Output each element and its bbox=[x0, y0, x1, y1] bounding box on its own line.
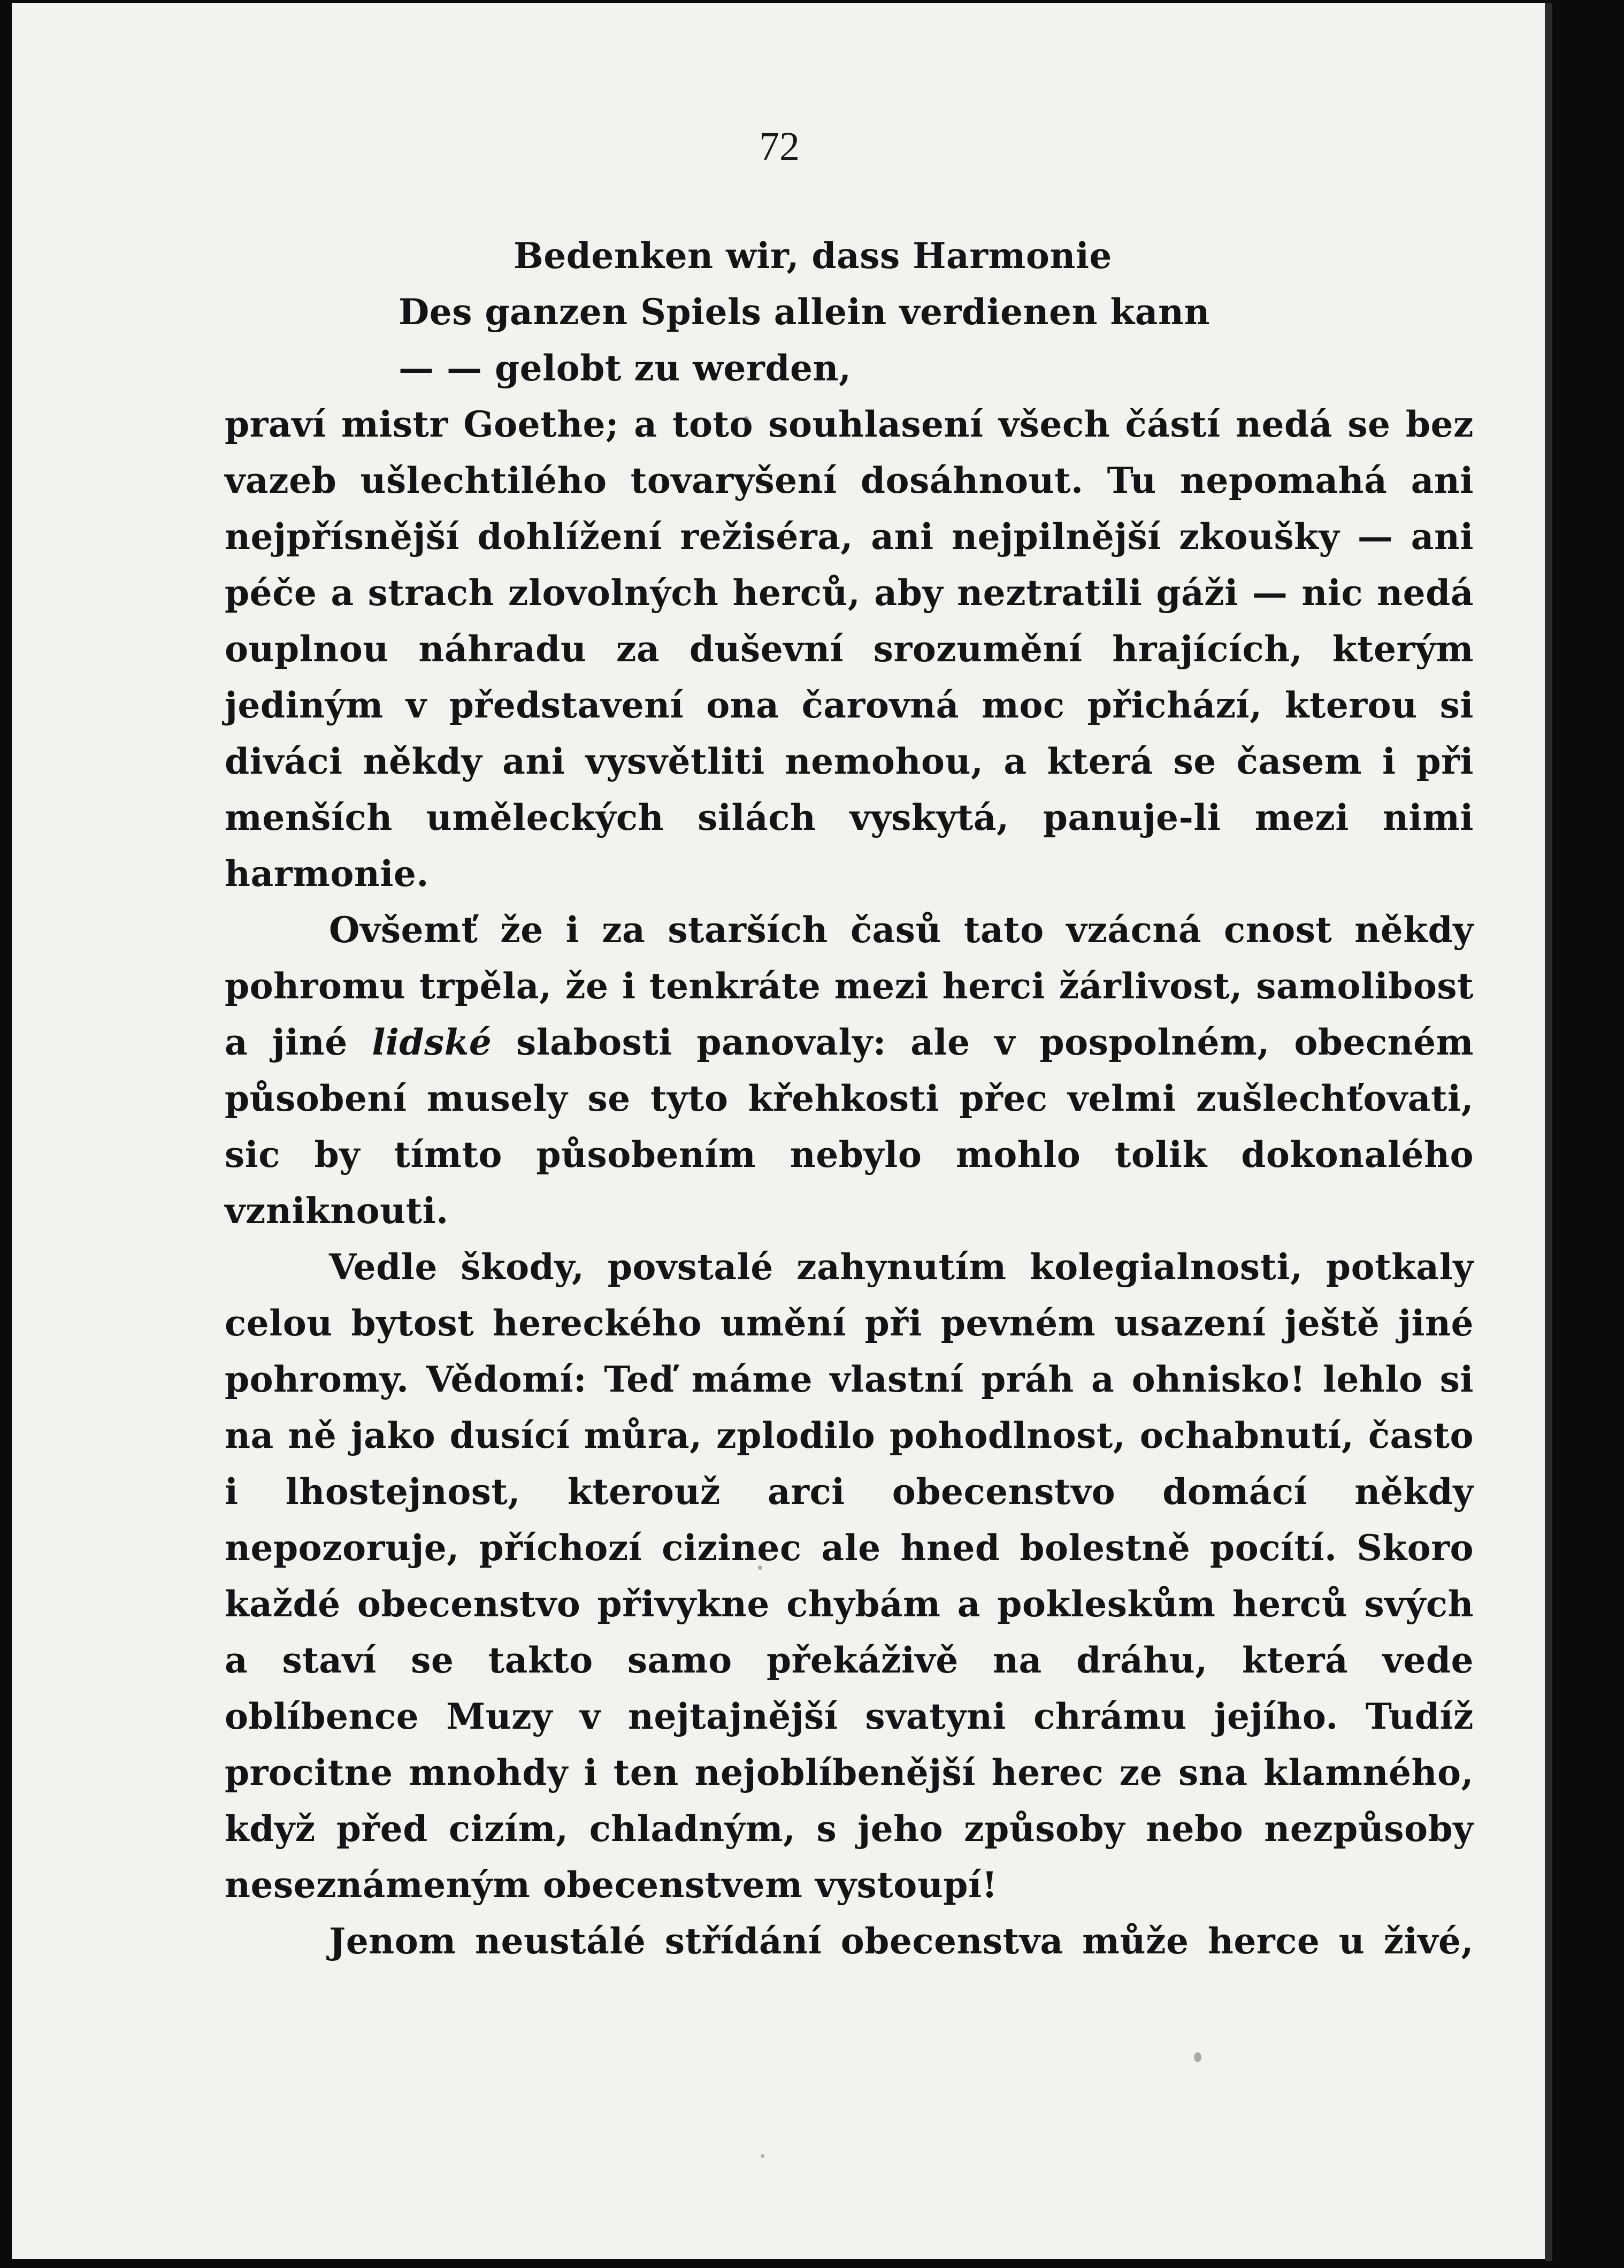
body-text bbox=[225, 228, 1474, 1969]
paragraph-1: praví mistr Goethe; a toto souhlasení všech částí nedá se bez vazeb ušlechtilého tovaryšení dosáhnout. Tu nepomahá ani nejpřísnější dohlížení režiséra, ani nejpilnější zkoušky — ani péče a strach zlovolných herců, aby neztratili gáži — nic nedá ouplnou náhradu za duševní srozumění hrajících, kterým jediným v představení ona čarovná moc přichází, kterou si diváci někdy ani vysvětliti nemohou, a která se časem i při menších uměleckých silách vyskytá, panuje-li mezi nimi harmonie. bbox=[225, 403, 1474, 895]
verse-line-2: Des ganzen Spiels allein verdienen kann bbox=[399, 291, 1210, 333]
paragraph-2-italic: lidské bbox=[372, 1021, 492, 1063]
ink-speck bbox=[1194, 2052, 1201, 2062]
book-page bbox=[12, 3, 1547, 2259]
page-number: 72 bbox=[759, 124, 800, 169]
page-edge-shadow bbox=[1545, 3, 1552, 2261]
verse-line-3: — — gelobt zu werden, bbox=[399, 347, 852, 389]
verse-line-1: Bedenken wir, dass Harmonie bbox=[514, 235, 1112, 277]
paragraph-2 bbox=[225, 902, 1474, 1239]
paragraph-2-text-a: Ovšemť že i za starších časů tato vzácná cnost někdy pohromu trpěla, že i tenkráte mezi herci žárlivost, samolibost a jiné bbox=[225, 909, 1474, 1063]
paragraph-4: Jenom neustálé střídání obecenstva může herce u živé, bbox=[329, 1920, 1474, 1962]
ink-speck bbox=[761, 2154, 764, 2158]
paragraph-3: Vedle škody, povstalé zahynutím kolegialnosti, potkaly celou bytost hereckého umění při pevném usazení ještě jiné pohromy. Vědomí: Teď máme vlastní práh a ohnisko! lehlo si na ně jako dusící můra, zplodilo pohodlnost, ochabnutí, často i lhostejnost, kterouž arci obecenstvo domácí někdy nepozoruje, příchozí cizinec ale hned bolestně pocítí. Skoro každé obecenstvo přivykne chybám a pokleskům herců svých a staví se takto samo překáživě na dráhu, která vede oblíbence Muzy v nejtajnější svatyni chrámu jejího. Tudíž procitne mnohdy i ten nejoblíbenější herec ze sna klamného, když před cizím, chladným, s jeho způsoby nebo nezpůsoby neseznámeným obecenstvem vystoupí! bbox=[225, 1246, 1474, 1906]
paragraph-2-text-b: slabosti panovaly: ale v pospolném, obecném působení musely se tyto křehkosti přec velmi zušlechťovati, sic by tímto působením nebylo mohlo tolik dokonalého vzniknouti. bbox=[225, 1021, 1474, 1232]
